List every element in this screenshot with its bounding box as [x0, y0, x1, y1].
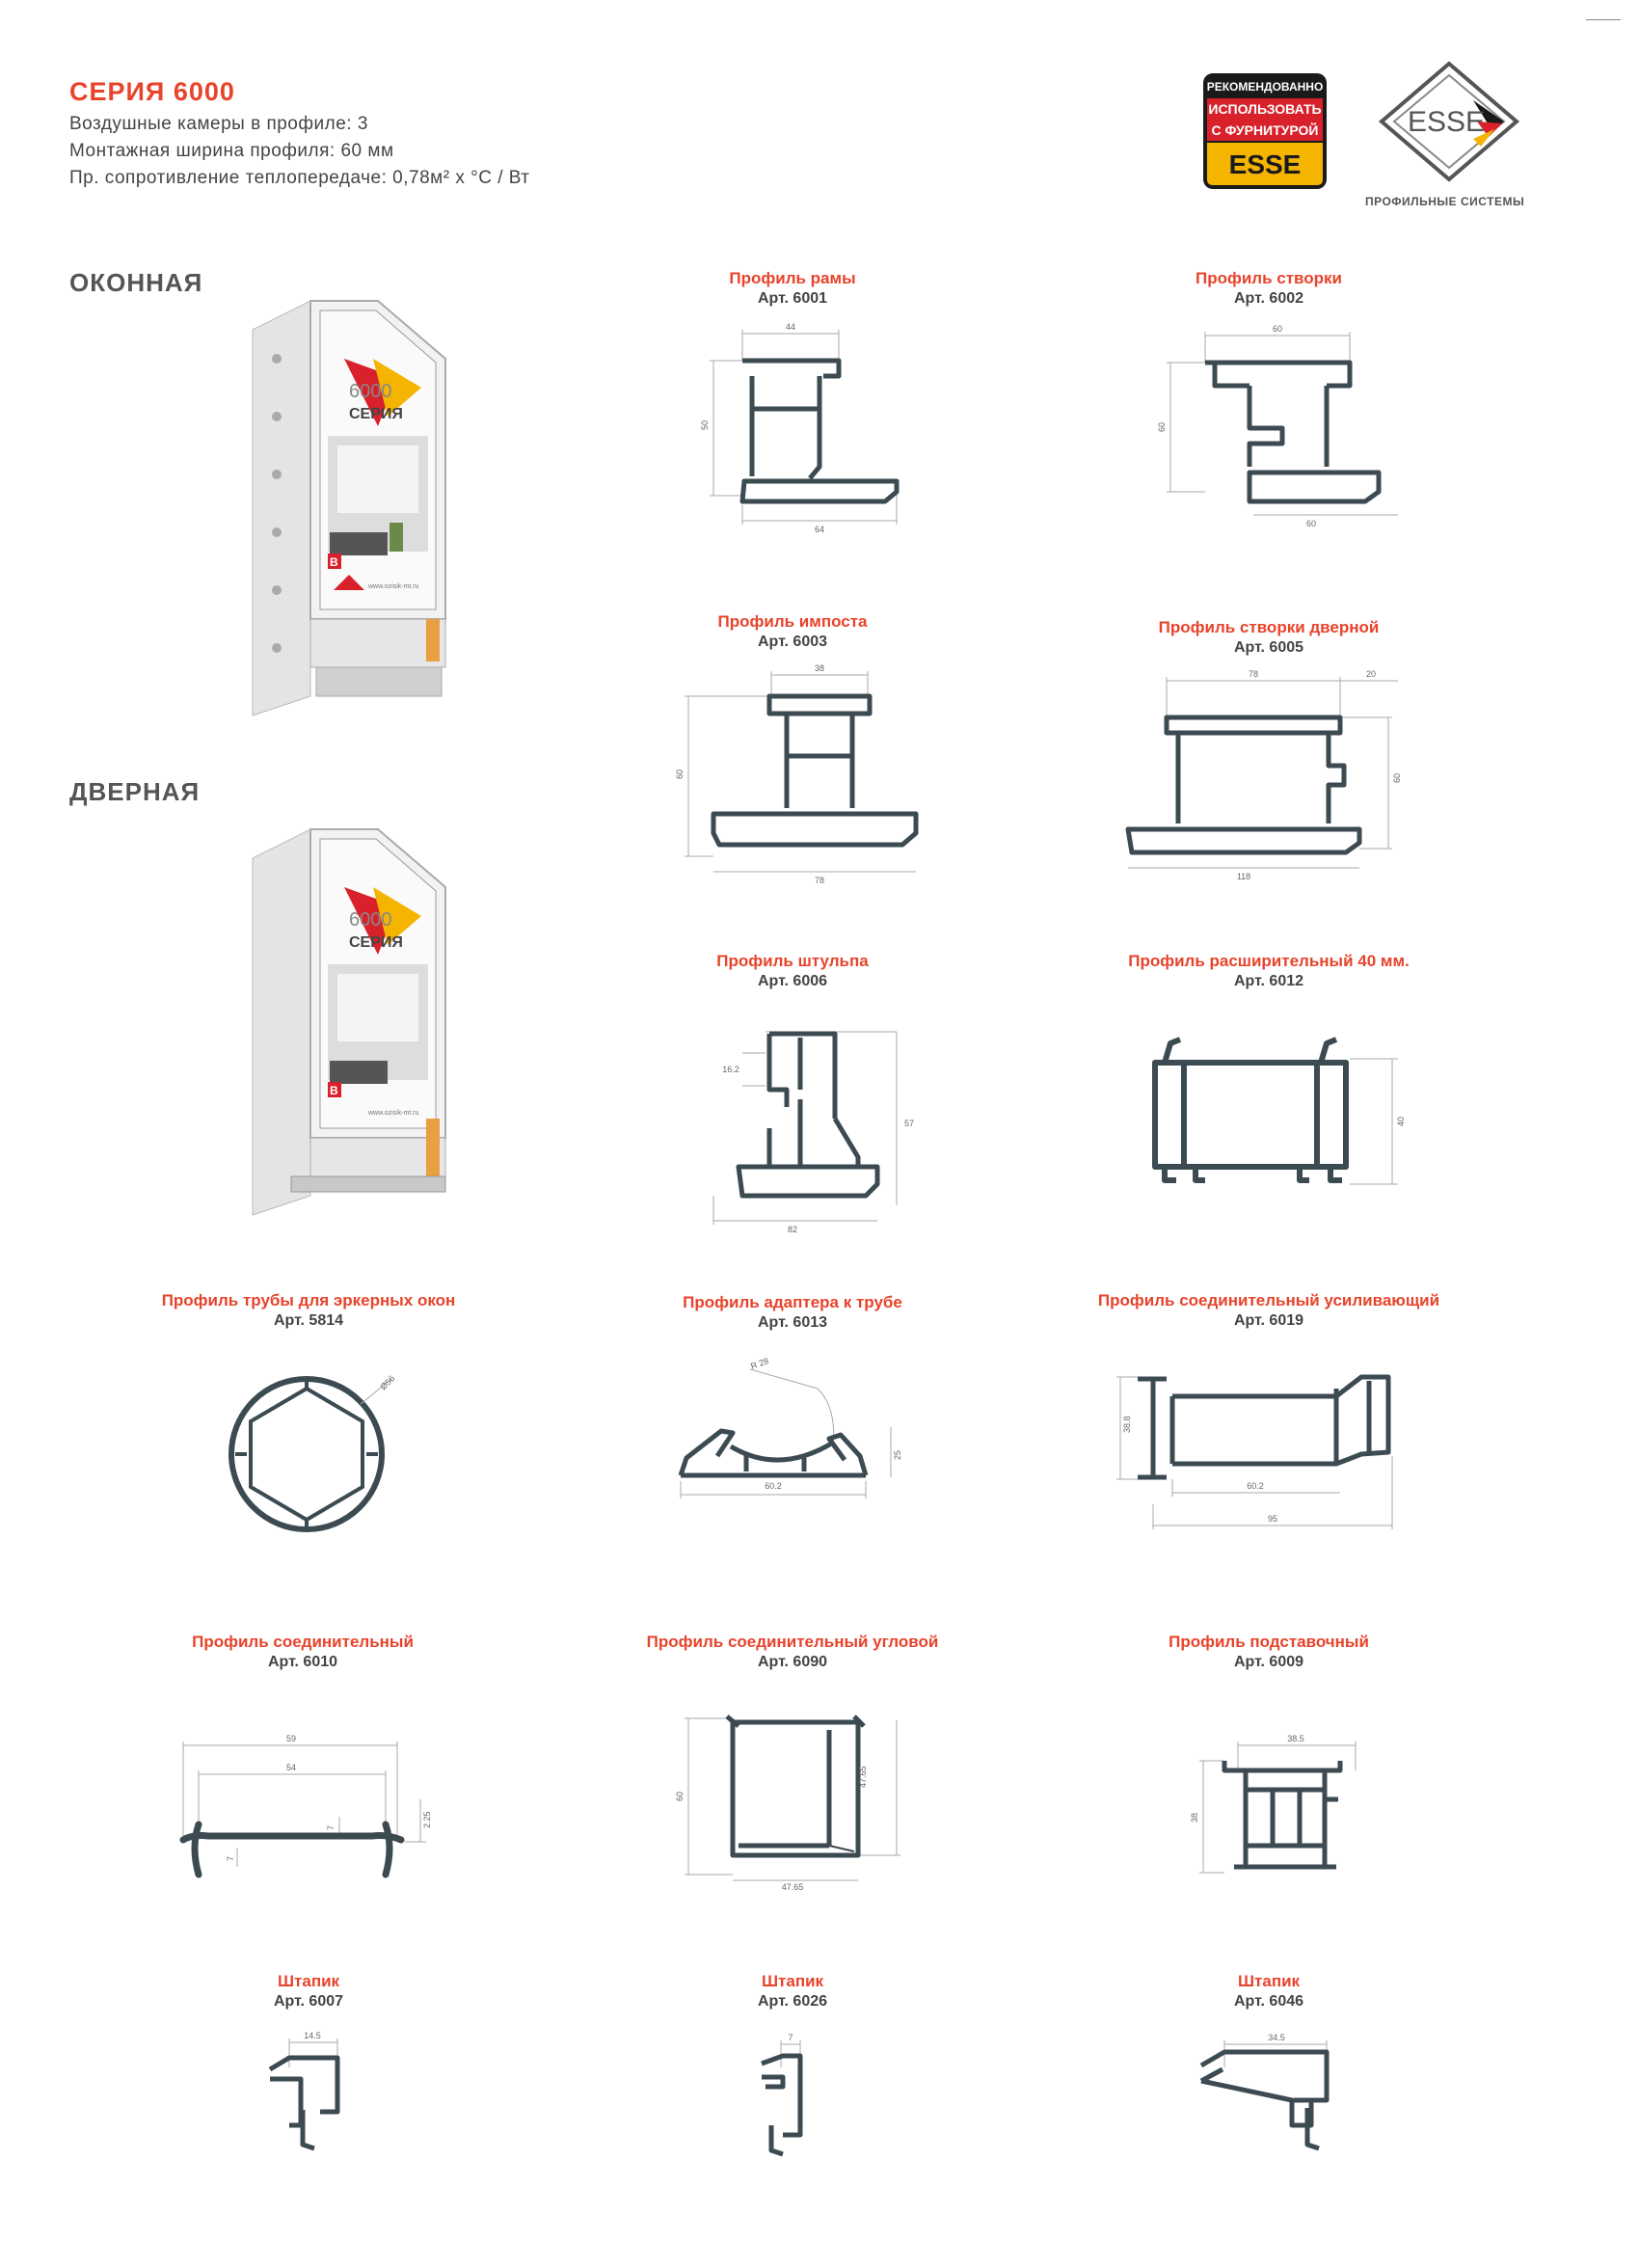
drawing-6046: [1186, 2029, 1359, 2159]
caption-6012: [1066, 951, 1471, 991]
dim-label: 7: [788, 2033, 793, 2042]
profile-title: Штапик: [761, 1972, 824, 1990]
profile-art: Арт. 6005: [1233, 639, 1304, 656]
drawing-6001: [700, 322, 916, 539]
dim-label: 38: [1190, 1812, 1199, 1822]
dim-label: 59: [285, 1734, 297, 1743]
profile-title: Профиль створки: [1195, 269, 1343, 287]
profile-art: Арт. 6009: [1233, 1654, 1304, 1670]
caption-6001: [590, 268, 995, 309]
caption-6009: [1066, 1632, 1471, 1672]
window-sample-image: [253, 301, 465, 720]
profile-title: Штапик: [1237, 1972, 1301, 1990]
caption-6010: [100, 1632, 505, 1672]
profile-art: Арт. 6002: [1233, 290, 1304, 307]
dim-label: 60.2: [1247, 1481, 1264, 1491]
dim-label: 7: [326, 1824, 336, 1830]
drawing-6007: [260, 2029, 376, 2159]
caption-6090: [590, 1632, 995, 1672]
drawing-6009: [1186, 1722, 1379, 1891]
drawing-6005: [1118, 669, 1408, 886]
profile-title: Профиль соединительный угловой: [646, 1633, 939, 1651]
dim-label: 38.8: [1122, 1416, 1132, 1433]
badge-brand: ESSE: [1228, 149, 1302, 179]
dim-label: 50: [700, 419, 710, 430]
door-sample-image: [253, 829, 465, 1220]
photo-series: СЕРИЯ: [349, 406, 403, 422]
dim-label: 60: [1392, 772, 1402, 783]
caption-6026: [590, 1971, 995, 2012]
profile-art: Арт. 6026: [757, 1993, 828, 2010]
dim-label: 2.25: [422, 1811, 432, 1828]
profile-art: Арт. 6006: [757, 973, 828, 989]
profile-art: Арт. 6013: [757, 1314, 828, 1331]
dim-label: 60: [675, 769, 685, 779]
drawing-6019: [1109, 1360, 1398, 1548]
dim-label: 78: [1248, 669, 1259, 679]
logo-caption: ПРОФИЛЬНЫЕ СИСТЕМЫ: [1365, 195, 1525, 208]
profile-art: Арт. 6019: [1233, 1312, 1304, 1329]
dim-label: 20: [1365, 669, 1377, 679]
caption-6013: [590, 1292, 995, 1333]
dim-label: 14.5: [304, 2031, 321, 2040]
dim-label: 54: [285, 1763, 297, 1772]
profile-title: Профиль импоста: [717, 612, 868, 631]
caption-5814: [106, 1290, 511, 1331]
profile-title: Профиль соединительный усиливающий: [1097, 1291, 1440, 1310]
dim-label: 38: [814, 663, 825, 673]
badge-line-3: С ФУРНИТУРОЙ: [1211, 122, 1319, 138]
profile-title: Профиль рамы: [729, 269, 856, 287]
dim-label: 47.65: [858, 1766, 868, 1788]
drawing-6012: [1138, 1030, 1408, 1208]
esse-logo: [1377, 62, 1521, 192]
badge-line-1: РЕКОМЕНДОВАННО: [1206, 80, 1324, 94]
door-photo-series: СЕРИЯ: [349, 934, 403, 951]
profile-title: Профиль расширительный 40 мм.: [1128, 952, 1410, 970]
caption-6003: [590, 611, 995, 652]
dim-label: 47.65: [781, 1882, 804, 1892]
profile-art: Арт. 6003: [757, 634, 828, 650]
dim-label: 57: [904, 1119, 915, 1128]
dim-label: R 28: [749, 1355, 770, 1371]
caption-6002: [1066, 268, 1471, 309]
spec-air-chambers: Воздушные камеры в профиле: 3: [69, 114, 368, 134]
profile-title: Штапик: [277, 1972, 340, 1990]
dim-label: 16.2: [722, 1065, 739, 1074]
profile-art: Арт. 6012: [1233, 973, 1304, 989]
profile-art: Арт. 5814: [273, 1312, 344, 1329]
door-photo-letter: B: [330, 1084, 338, 1097]
dim-label: 82: [787, 1225, 798, 1234]
profile-art: Арт. 6090: [757, 1654, 828, 1670]
dim-label: 118: [1236, 872, 1251, 881]
dim-label: 44: [785, 322, 796, 332]
caption-6006: [590, 951, 995, 991]
corner-rule: [1586, 19, 1621, 20]
door-photo-number: 6000: [349, 909, 392, 931]
drawing-6026: [742, 2029, 839, 2169]
drawing-6090: [675, 1701, 906, 1899]
dim-label: 25: [893, 1449, 902, 1460]
dim-label: 95: [1267, 1514, 1278, 1524]
drawing-6006: [704, 1022, 916, 1239]
dim-label: Ø56: [378, 1373, 397, 1392]
caption-6005: [1066, 617, 1471, 658]
profile-title: Профиль адаптера к трубе: [683, 1293, 902, 1311]
photo-letter: B: [330, 555, 338, 569]
profile-art: Арт. 6010: [267, 1654, 338, 1670]
caption-6019: [1066, 1290, 1471, 1331]
fittings-badge: [1203, 73, 1327, 189]
dim-label: 60: [1272, 324, 1283, 334]
drawing-6003: [675, 663, 926, 890]
badge-line-2: ИСПОЛЬЗОВАТЬ: [1208, 101, 1322, 117]
drawing-6002: [1157, 322, 1388, 539]
photo-number: 6000: [349, 381, 392, 402]
dim-label: 60: [1157, 421, 1167, 432]
profile-title: Профиль створки дверной: [1158, 618, 1380, 636]
series-title: СЕРИЯ 6000: [69, 77, 235, 106]
profile-title: Профиль подставочный: [1169, 1633, 1369, 1651]
dim-label: 78: [814, 876, 825, 885]
profile-art: Арт. 6007: [273, 1993, 344, 2010]
drawing-5814: [218, 1358, 411, 1546]
dim-label: 34.5: [1268, 2033, 1285, 2042]
dim-label: 64: [814, 525, 825, 534]
profile-art: Арт. 6001: [757, 290, 828, 307]
photo-url: www.ozisik-mt.ru: [368, 583, 419, 590]
profile-title: Профиль соединительный: [192, 1633, 414, 1651]
profile-art: Арт. 6046: [1233, 1993, 1304, 2010]
caption-6007: [106, 1971, 511, 2012]
section-window: ОКОННАЯ: [69, 268, 203, 297]
dim-label: 60: [675, 1791, 685, 1801]
section-door: ДВЕРНАЯ: [69, 777, 201, 806]
dim-label: 60.2: [765, 1481, 782, 1491]
caption-6046: [1066, 1971, 1471, 2012]
esse-logo-text: ESSE: [1407, 106, 1486, 138]
dim-label: 7: [226, 1855, 235, 1861]
spec-mount-width: Монтажная ширина профиля: 60 мм: [69, 141, 394, 161]
profile-title: Профиль трубы для эркерных окон: [161, 1291, 456, 1310]
dim-label: 40: [1396, 1116, 1406, 1126]
dim-label: 60: [1305, 519, 1317, 528]
drawing-6013: [663, 1350, 914, 1519]
drawing-6010: [174, 1722, 443, 1901]
door-photo-url: www.ozisik-mt.ru: [368, 1110, 419, 1117]
dim-label: 38.5: [1287, 1734, 1304, 1743]
profile-title: Профиль штульпа: [716, 952, 869, 970]
spec-heat-resistance: Пр. сопротивление теплопередаче: 0,78м² х °С / Вт: [69, 168, 530, 188]
